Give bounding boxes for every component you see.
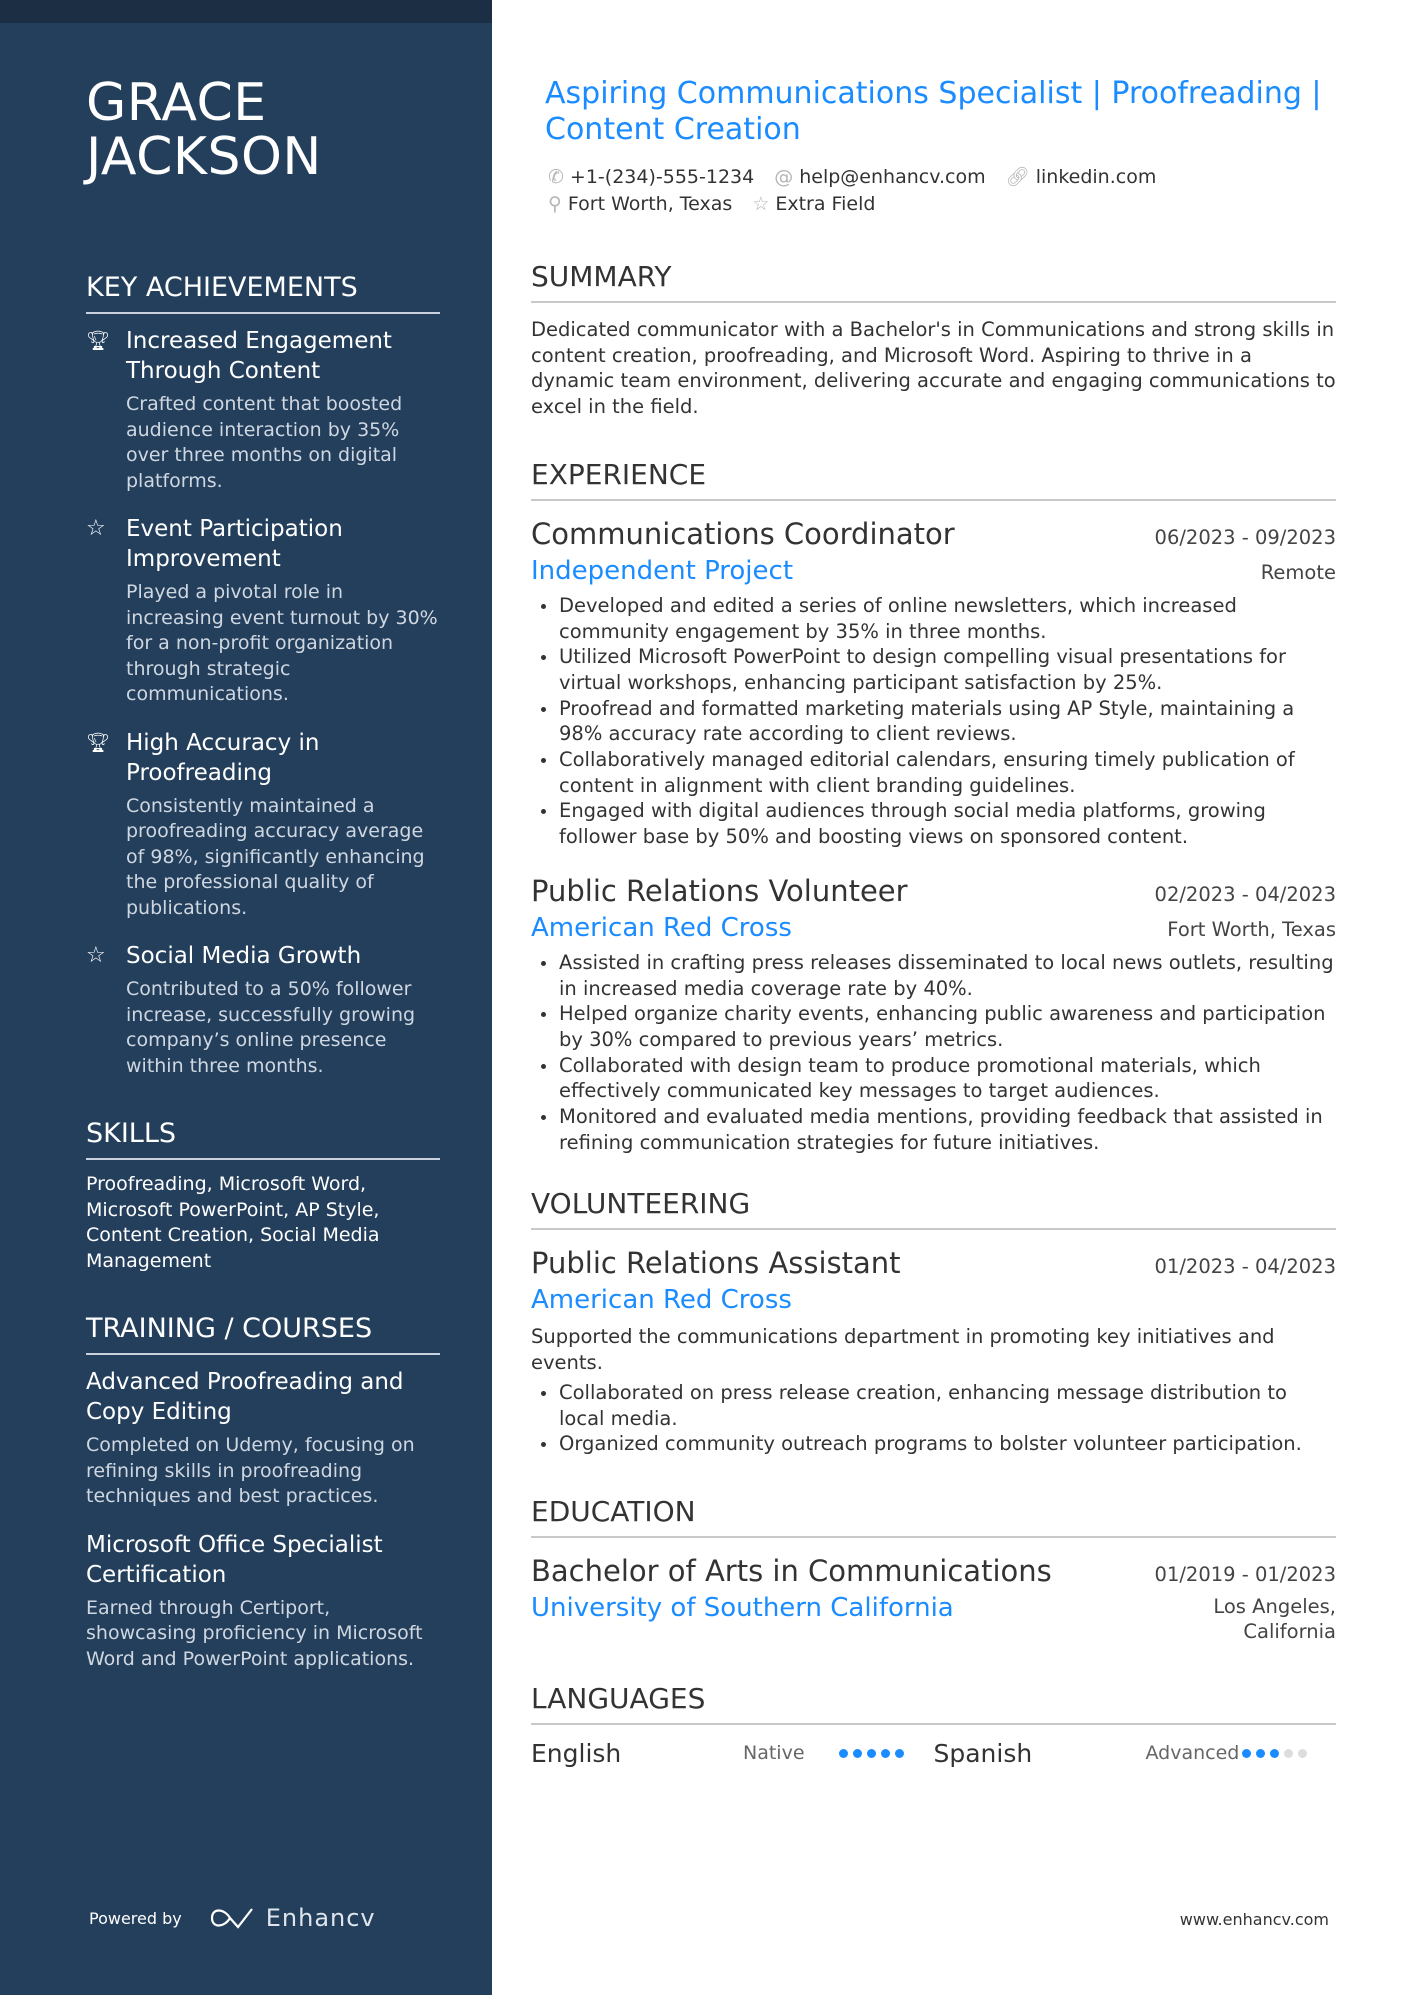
course-title: Advanced Proofreading and Copy Editing bbox=[86, 1369, 404, 1425]
rating-dot bbox=[881, 1749, 890, 1758]
languages-heading: LANGUAGES bbox=[531, 1682, 1336, 1725]
rating-dot bbox=[895, 1749, 904, 1758]
volunteering-section bbox=[531, 1187, 1336, 1457]
courses-heading: TRAINING / COURSES bbox=[86, 1312, 440, 1355]
volunteering-heading: VOLUNTEERING bbox=[531, 1187, 1336, 1230]
job-bullet: Developed and edited a series of online newsletters, which increased community engagement by 35% in three months. bbox=[531, 593, 1336, 644]
job-bullet: Proofread and formatted marketing materials using AP Style, maintaining a 98% accuracy rate according to client reviews. bbox=[531, 696, 1336, 747]
achievement-body bbox=[126, 326, 440, 494]
courses-list bbox=[86, 1367, 440, 1672]
volunteer-role: Public Relations Assistant bbox=[531, 1246, 901, 1281]
enhancv-logo[interactable] bbox=[210, 1904, 376, 1932]
achievement-title: Social Media Growth bbox=[126, 943, 362, 969]
job-bullets bbox=[531, 593, 1336, 850]
experience-heading: EXPERIENCE bbox=[531, 458, 1336, 501]
trophy-icon: 🏆︎ bbox=[86, 330, 111, 352]
language-item bbox=[531, 1739, 934, 1768]
job-bullet: Engaged with digital audiences through social media platforms, growing follower base by 50% and boosting views on sponsored content. bbox=[531, 798, 1336, 849]
powered-by bbox=[89, 1904, 376, 1932]
achievement-desc: Crafted content that boosted audience interaction by 35% over three months on digital platforms. bbox=[126, 393, 403, 492]
candidate-name bbox=[86, 73, 440, 187]
achievement-title: Increased Engagement Through Content bbox=[126, 328, 392, 384]
job-bullet: Collaborated with design team to produce promotional materials, which effectively communicated key messages to target audiences. bbox=[531, 1053, 1336, 1104]
course-item bbox=[86, 1530, 440, 1673]
job-location: Fort Worth, Texas bbox=[1167, 917, 1336, 941]
achievement-title: High Accuracy in Proofreading bbox=[126, 729, 320, 786]
summary-heading: SUMMARY bbox=[531, 260, 1336, 303]
job-title: Public Relations Volunteer bbox=[531, 873, 908, 908]
job-dates: 06/2023 - 09/2023 bbox=[1154, 525, 1336, 549]
course-desc: Completed on Udemy, focusing on refining skills in proofreading techniques and best practices. bbox=[86, 1434, 415, 1507]
achievement-title: Event Participation Improvement bbox=[126, 516, 343, 572]
job-bullet: Assisted in crafting press releases disseminated to local news outlets, resulting in increased media coverage rate by 40%. bbox=[531, 950, 1336, 1001]
rating-dot bbox=[839, 1749, 848, 1758]
achievement-desc: Contributed to a 50% follower increase, successfully growing company’s online presence within three months. bbox=[126, 978, 416, 1077]
job-entry bbox=[531, 515, 1336, 850]
achievement-item bbox=[86, 941, 440, 1079]
summary-text: Dedicated communicator with a Bachelor's in Communications and strong skills in content creation, proofreading, and Microsoft Word. Aspiring to thrive in a dynamic team environment, delivering accurate and engaging communications to excel in the field. bbox=[531, 318, 1336, 419]
language-level: Native bbox=[743, 1742, 805, 1765]
language-name: Spanish bbox=[933, 1738, 1033, 1768]
skills-text: Proofreading, Microsoft Word, Microsoft PowerPoint, AP Style, Content Creation, Social Media Management bbox=[86, 1173, 380, 1272]
school: University of Southern California bbox=[531, 1592, 954, 1623]
phone[interactable] bbox=[548, 164, 754, 191]
job-title: Communications Coordinator bbox=[531, 516, 955, 551]
skills-heading: SKILLS bbox=[86, 1117, 440, 1160]
job-bullet: Utilized Microsoft PowerPoint to design compelling visual presentations for virtual workshops, enhancing participant satisfaction by 25%. bbox=[531, 644, 1336, 695]
star-icon: ☆ bbox=[86, 516, 106, 541]
job-dates: 02/2023 - 04/2023 bbox=[1154, 882, 1336, 906]
language-rating bbox=[839, 1749, 904, 1758]
language-level: Advanced bbox=[1145, 1742, 1240, 1765]
achievement-item bbox=[86, 728, 440, 922]
education-heading: EDUCATION bbox=[531, 1495, 1336, 1538]
trophy-icon: 🏆︎ bbox=[86, 731, 111, 754]
rating-dot bbox=[1270, 1749, 1279, 1758]
language-rating bbox=[1242, 1749, 1307, 1758]
volunteer-dates: 01/2023 - 04/2023 bbox=[1154, 1255, 1336, 1279]
enhancv-logo-icon bbox=[210, 1905, 256, 1931]
job-subheader bbox=[531, 553, 1336, 589]
star-icon: ☆ bbox=[752, 193, 770, 215]
job-subheader bbox=[531, 910, 1336, 946]
job-bullet: Collaboratively managed editorial calendars, ensuring timely publication of content in alignment with client branding guidelines. bbox=[531, 747, 1336, 798]
phone-icon: ✆ bbox=[548, 166, 564, 188]
volunteer-bullet: Collaborated on press release creation, enhancing message distribution to local media. bbox=[531, 1380, 1336, 1431]
linkedin-text: linkedin.com bbox=[1035, 166, 1157, 188]
footer-url[interactable]: www.enhancv.com bbox=[1179, 1910, 1329, 1929]
achievement-body bbox=[126, 514, 440, 708]
last-name: JACKSON bbox=[86, 127, 322, 187]
achievement-item bbox=[86, 514, 440, 708]
at-icon: @ bbox=[774, 166, 794, 188]
main-content bbox=[531, 76, 1336, 1768]
job-header bbox=[531, 515, 1336, 553]
sidebar bbox=[0, 0, 492, 1995]
top-strip bbox=[0, 0, 492, 23]
summary-section bbox=[531, 260, 1336, 420]
job-location: Remote bbox=[1260, 560, 1336, 584]
phone-text: +1-(234)-555-1234 bbox=[569, 166, 755, 188]
first-name: GRACE bbox=[86, 73, 267, 133]
course-desc: Earned through Certiport, showcasing proficiency in Microsoft Word and PowerPoint applications. bbox=[86, 1596, 423, 1670]
extra-field bbox=[752, 191, 875, 218]
achievement-item bbox=[86, 326, 440, 494]
link-icon: 🔗︎ bbox=[1005, 166, 1030, 188]
job-bullets bbox=[531, 950, 1336, 1156]
volunteer-org: American Red Cross bbox=[531, 1285, 792, 1316]
course-title: Microsoft Office Specialist Certification bbox=[86, 1531, 383, 1588]
rating-dot bbox=[1284, 1749, 1293, 1758]
email[interactable] bbox=[774, 164, 985, 191]
location-text: Fort Worth, Texas bbox=[567, 193, 733, 215]
location bbox=[548, 191, 732, 218]
star-icon: ☆ bbox=[86, 943, 106, 968]
headline: Aspiring Communications Specialist | Proofreading | Content Creation bbox=[545, 76, 1322, 147]
course-item bbox=[86, 1367, 440, 1510]
experience-section bbox=[531, 458, 1336, 1156]
rating-dot bbox=[1298, 1749, 1307, 1758]
language-item bbox=[934, 1739, 1337, 1768]
extra-text: Extra Field bbox=[775, 193, 876, 215]
language-name: English bbox=[531, 1738, 622, 1768]
job-org: Independent Project bbox=[531, 555, 794, 586]
email-text: help@enhancv.com bbox=[799, 166, 986, 188]
contact-info bbox=[531, 164, 1336, 218]
job-entry bbox=[531, 872, 1336, 1156]
volunteer-bullet: Organized community outreach programs to bolster volunteer participation. bbox=[531, 1431, 1336, 1457]
volunteer-bullets bbox=[531, 1380, 1336, 1457]
rating-dot bbox=[1242, 1749, 1251, 1758]
location-pin-icon: ⚲ bbox=[548, 193, 562, 215]
achievement-body bbox=[126, 728, 440, 922]
linkedin[interactable] bbox=[1006, 164, 1157, 191]
degree: Bachelor of Arts in Communications bbox=[531, 1553, 1052, 1588]
achievement-desc: Consistently maintained a proofreading accuracy average of 98%, significantly enhancing the professional quality of publications. bbox=[126, 794, 425, 919]
education-location: Los Angeles, California bbox=[1213, 1594, 1336, 1643]
job-bullet: Monitored and evaluated media mentions, providing feedback that assisted in refining communication strategies for future initiatives. bbox=[531, 1104, 1336, 1155]
rating-dot bbox=[867, 1749, 876, 1758]
languages-section bbox=[531, 1682, 1336, 1768]
rating-dot bbox=[853, 1749, 862, 1758]
volunteer-desc: Supported the communications department in promoting key initiatives and events. bbox=[531, 1325, 1275, 1375]
job-header bbox=[531, 872, 1336, 910]
job-bullet: Helped organize charity events, enhancing public awareness and participation by 30% compared to previous years’ metrics. bbox=[531, 1001, 1336, 1052]
rating-dot bbox=[1256, 1749, 1265, 1758]
education-dates: 01/2019 - 01/2023 bbox=[1154, 1562, 1336, 1586]
achievement-desc: Played a pivotal role in increasing event turnout by 30% for a non-profit organization through strategic communications. bbox=[126, 581, 438, 705]
achievements-list bbox=[86, 326, 440, 1079]
education-section bbox=[531, 1495, 1336, 1644]
powered-by-label: Powered by bbox=[89, 1908, 182, 1928]
brand-name: Enhancv bbox=[265, 1904, 376, 1932]
job-org: American Red Cross bbox=[531, 912, 792, 943]
achievement-body bbox=[126, 941, 440, 1079]
achievements-heading: KEY ACHIEVEMENTS bbox=[86, 271, 440, 314]
